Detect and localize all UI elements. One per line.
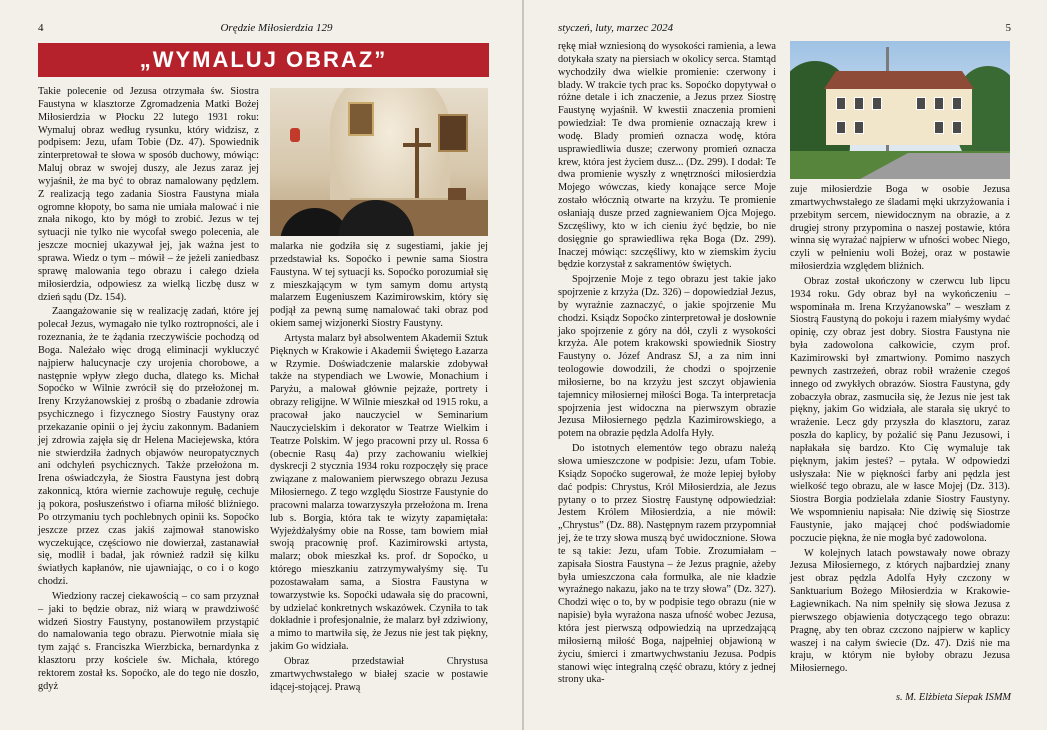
left-running-head: Orędzie Miłosierdzia 129 (220, 22, 333, 34)
paragraph: Obraz przedstawiał Chrystusa zmartwychwstałego w białej szacie w postawie idącej-stojącej. Prawą (270, 656, 488, 693)
paragraph: Takie polecenie od Jezusa otrzymała św. Siostra Faustyna w klasztorze Zgromadzenia Matki Bożej Miłosierdzia w Płocku 22 lutego 1931 roku: Wymaluj obraz według rysunku, który widzisz, z podpisem: Jezu, ufam Tobie (Dz. 47). Spowiednik zinterpretował te słowa w sposób duchowy, mówiąc: Maluj obraz w swojej duszy, ale Jezus zaraz jej wyjaśnił, że ma być to obraz namalowany pędzlem. Z realizacją tego zadania Siostra Faustyna miała ogromne kłopoty, bo sama nie umiała malować i nie znała nikogo, kto by mógł to zrobić. Jezus w tej sytuacji nie tylko nie wycofał swego polecenia, ale jeszcze mocniej ukazywał jej, jak ważna jest to sprawa. Wiedz o tym – mówił – że jeżeli zaniedbasz sprawę malowania tego obrazu i całego dzieła miłosierdzia, odpowiesz za wielką liczbę dusz w dzień sądu (Dz. 154). (38, 86, 259, 303)
chapel-photo (270, 88, 488, 236)
right-column-1 (558, 41, 776, 687)
paragraph: Artysta malarz był absolwentem Akademii Sztuk Pięknych w Krakowie i Akademii Świętego Łazarza w Rzymie. Doświadczenie malarskie zdobywał także na stypendiach we Lwowie, Monachium i Paryżu, a malował głównie pejzaże, portrety i obrazy religijne. W Wilnie mieszkał od 1915 roku, a pracował jako nauczyciel w Seminarium Nauczycielskim i dekorator w Teatrze Wielkim i Teatrze Polskim. W jego pracowni przy ul. Rossa 6 (obecnie Rasų 4a) przy zachowaniu wielkiej dyskrecji 2 stycznia 1934 roku rozpoczęły się prace związane z malowaniem pierwszego obrazu Jezusa Miłosiernego. Z tego względu Siostrze Faustynie do pracowni malarza towarzyszyła przełożona m. Irena lub s. Borgia, która tak te wizyty zapamiętała: Wyjeżdżałyśmy obie na Rosse, tam bowiem miał swoją pracownię prof. Kazimirowski artysta, malarz; obok mieszkał ks. prof. dr Sopoćko, u którego mieszkaniu zatrzymywałyśmy się. Tu pozostawałam sama, a Siostra Faustyna w towarzystwie ks. Sopoćki udawała się do pracowni, by udzielać konkretnych wskazówek. Czyniła to tak dokładnie i profesjonalnie, że malarz był zdziwiony, a mimo to martwiła się, że Jezus nie jest tak piękny, jakim Go widziała. (270, 332, 488, 653)
house-icon (826, 89, 972, 145)
paragraph: malarka nie godziła się z sugestiami, jakie jej przedstawiał ks. Sopoćko i pewnie sama Siostra Faustyna. W tej sytuacji ks. Sopoćko porozumiał się z mieszkającym w tym samym domu artystą malarzem Eugeniuszem Kazimirowskim, który się podjął za pewną sumę namalować taki obraz pod okiem samej wizjonerki Siostry Faustyny. (270, 241, 488, 330)
paragraph: W kolejnych latach powstawały nowe obrazy Jezusa Miłosiernego, z których najbardziej znany jest obraz pędzla Adolfa Hyły czczony w Sanktuarium Bożego Miłosierdzia w Krakowie-Łagiewnikach. Na nim spełniły się słowa Jezusa z pierwszego objawienia dotyczącego tego obrazu: Pragnę, aby ten obraz czczono najpierw w kaplicy waszej i na całym świecie (Dz. 47). Dziś nie ma kraju, w którym nie byłoby obrazu Jezusa Miłosiernego. (790, 547, 1010, 675)
convent-building-photo (790, 41, 1010, 179)
right-running-head: styczeń, luty, marzec 2024 (558, 22, 674, 34)
sanctuary-lamp-icon (290, 128, 300, 142)
right-page-number: 5 (1005, 22, 1011, 34)
right-page (524, 0, 1047, 730)
left-column-1 (38, 86, 259, 694)
left-page-number: 4 (38, 22, 44, 34)
left-page (0, 0, 523, 730)
paragraph: Spojrzenie Moje z tego obrazu jest takie jako spojrzenie z krzyża (Dz. 326) – dopowiedział Jezus, by wyraźnie zaznaczyć, o jakie spojrzenie Mu chodzi. Ksiądz Sopoćko zinterpretował je dosłownie jako spojrzenie z góry na dół, czyli z wysokości krzyża. Ale potem krakowski spowiednik Siostry Faustyny o. Józef Andrasz SJ, a za nim inni teologowie dowodzili, że chodzi o spojrzenie miłosierne, bo na krzyżu jest szczyt objawienia tajemnicy miłosiernej miłości Boga. Ta interpretacja spojrzenia jest widoczna na pierwszym obrazie Jezusa Miłosiernego pędzla Kazimirowskiego, a potem na obrazie pędzla Adolfa Hyły. (558, 274, 776, 440)
article-headline: „WYMALUJ OBRAZ” (38, 43, 489, 77)
paragraph: zuje miłosierdzie Boga w osobie Jezusa zmartwychwstałego ze śladami męki ukrzyżowania i przebitym sercem, niewidocznym na obrazie, a z drugiej strony przypomina o naszej postawie, która winna się wyrażać najpierw w ufności wobec Niego, czyli w pełnieniu woli Bożej, oraz w postawie miłosierdzia względem bliźnich. (790, 184, 1010, 273)
mercy-image-icon (348, 102, 374, 136)
left-column-2 (270, 241, 488, 695)
paragraph: Do istotnych elementów tego obrazu należą słowa umieszczone w podpisie: Jezu, ufam Tobie. Ksiądz Sopoćko sugerował, że może lepiej byłoby dać podpis: Chrystus, Król Miłosierdzia, ale Jezus pytany o to przez Siostrę Faustynę odpowiedział: Jestem Królem Miłosierdzia, a nie mówił: „Chrystus” (Dz. 88). Następnym razem przypomniał jej, że te trzy słowa muszą być uwidocznione. Słowa te są takie: Jezu, ufam Tobie. Zrozumiałam – zapisała Siostra Faustyna – że Jezus pragnie, ażeby była umieszczona cała formułka, ale nie kładzie wyraźnego nakazu, jako na te trzy słowa” (Dz. 327). Chodzi więc o to, by w podpisie tego obrazu (nie w napisie) była wyrażona nasza ufność wobec Jezusa, która jest pierwszą odpowiedzią na uprzedzającą miłosierną miłość Boga, najpełniej objawioną w życiu, śmierci i zmartwychwstaniu Jezusa. Podpis stanowi więc integralną część obrazu, który z jednej strony uka- (558, 443, 776, 686)
right-column-2 (790, 184, 1010, 676)
author-signature: s. M. Elżbieta Siepak ISMM (896, 692, 1011, 703)
paragraph: Zaangażowanie się w realizację zadań, które jej polecał Jezus, wymagało nie tylko roztropności, ale i rozeznania, że te żądania rzeczywiście pochodzą od Boga. Należało więc drogą eliminacji wykluczyć najpierw halucynacje czy urojenia chorobowe, a następnie wpływ złego ducha, dlatego ks. Michał Sopoćko w Wilnie zwrócił się do przełożonej m. Ireny Krzyżanowskiej z prośbą o zbadanie zdrowia psychicznego i fizycznego Siostry Faustyny oraz przekazanie opinii o jej życiu zakonnym. Badaniem jej zdrowia zajęła się dr Helena Maciejewska, która nie stwierdziła żadnych objawów neuropatycznych ani odchyleń psychicznych. Także przełożona m. Irena oświadczyła, że Siostra Faustyna jest dobrą zakonnicą, która wiernie zachowuje regułę, cechuje ją pokora, posłuszeństwo i ofiarna miłość bliźniego. Po otrzymaniu tych pochlebnych opinii ks. Sopoćko jeszcze przez czas jakiś zajmował stanowisko wyczekujące, częściowo nie dowierzał, zastanawiał się, modlił i badał, jak również radził się kilku światłych kapłanów, nie ujawniając, o co i o kogo chodzi. (38, 306, 259, 588)
paragraph: Obraz został ukończony w czerwcu lub lipcu 1934 roku. Gdy obraz był na wykończeniu – wspominała m. Irena Krzyżanowska” – weszłam z Siostrą Faustyną do pokoju i razem miałyśmy wydać opinię, czy obraz jest dobry. Siostra Faustyna nie była zadowolona całkowicie, czym prof. Kazimirowski był zmartwiony. Pomimo naszych pewnych zastrzeżeń, obraz robił wrażenie czegoś innego od zwykłych obrazów. Siostra Faustyna, gdy zobaczyła obraz, zasmuciła się, że Jezus nie jest tak piękny, jakim Go widziała, ale starała się ukryć to wrażenie. Lecz gdy przyszła do klasztoru, zaraz poszła do kaplicy, by pożalić się Panu Jezusowi, i napłakała się bardzo. Kto Cię wymaluje tak pięknym, jakim jesteś? – pytała. W odpowiedzi usłyszała: Nie w piękności farby ani pędzla jest wielkość tego obrazu, ale w łasce Mojej (Dz. 313). Siostra Borgia podzielała zdanie Siostry Faustyny. We wspomnieniu napisała: Nie dziwię się Siostrze Faustynie, jako mającej choć podświadomie poczucie piękna, że nie mogła być zadowolona. (790, 275, 1010, 544)
cross-icon (415, 128, 419, 198)
paragraph: rękę miał wzniesioną do wysokości ramienia, a lewa dotykała szaty na piersiach w okolicy serca. Stamtąd wychodziły dwa wielkie promienie: czerwony i blady. W trakcie tych prac ks. Sopoćko dopytywał o różne detale i ich znaczenie, a Jezus przez Siostrę Faustynę wyjaśnił. W kwestii znaczenia promieni powiedział: Te dwa promienie oznaczają krew i wodę. Blady promień oznacza wodę, która usprawiedliwia dusze; czerwony promień oznacza krew, która jest życiem dusz... (Dz. 299). I dodał: Te dwa promienie wyszły z wnętrzności miłosierdzia Mojego wówczas, kiedy konające serce Moje zostało włócznią otwarte na krzyżu. Te promienie osłaniają dusze przed zagniewaniem Ojca Mojego. Szczęśliwy, kto w ich cieniu żyć będzie, bo nie dosięgnie go sprawiedliwa ręka Boga (Dz. 299). Inaczej mówiąc: szczęśliwy, kto w ziemskim życiu będzie korzystał z sakramentów świętych. (558, 41, 776, 271)
paragraph: Wiedziony raczej ciekawością – co sam przyznał – jaki to będzie obraz, niż wiarą w prawdziwość widzeń Siostry Faustyny, postanowiłem przystąpić do namalowania tego obrazu. Pierwotnie miała się tym zająć s. Franciszka Wierzbicka, bernardynka z klasztoru przy kościele św. Michała, którego rektorem został ks. Sopoćko, ale do tego nie doszło, gdyż (38, 590, 259, 692)
